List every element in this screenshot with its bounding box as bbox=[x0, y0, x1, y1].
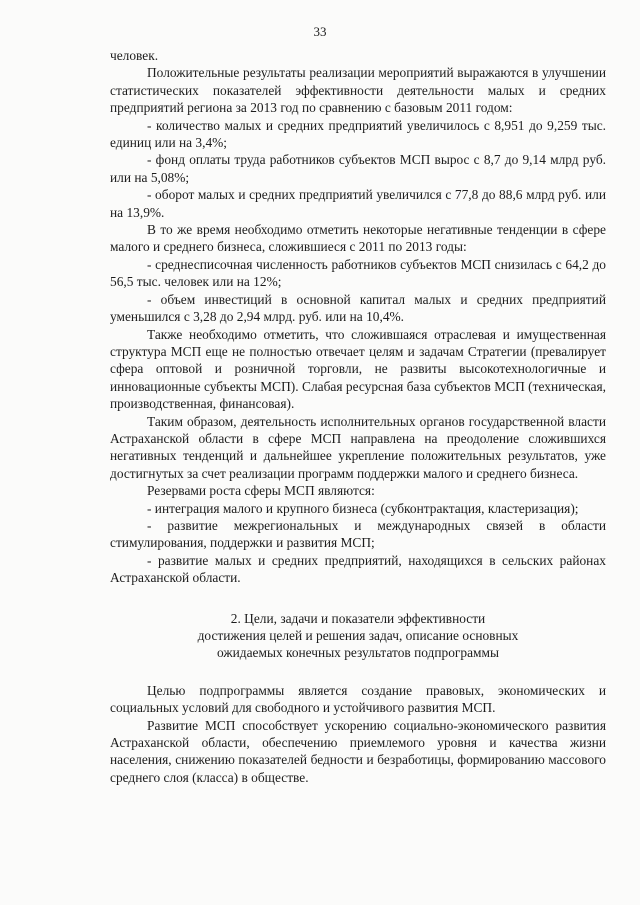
body-text-after-heading bbox=[110, 682, 606, 786]
paragraph: Развитие МСП способствует ускорению социально-экономического развития Астраханской области, обеспечению приемлемого уровня и качества жизни населения, снижению показателей бедности и безработицы, формированию массового среднего слоя (класса) в обществе. bbox=[110, 717, 606, 785]
list-item: - оборот малых и средних предприятий увеличился с 77,8 до 88,6 млрд руб. или на 13,9%. bbox=[110, 187, 606, 220]
section-heading-line: 2. Цели, задачи и показатели эффективности bbox=[230, 610, 486, 626]
paragraph: Также необходимо отметить, что сложившаяся отраслевая и имущественная структура МСП еще не полностью отвечает целям и задачам Стратегии (превалирует сфера оптовой и розничной торговли, не развиты высокотехнологичные и инновационные субъекты МСП). Слабая ресурсная база субъектов МСП (техническая, производственная, финансовая). bbox=[110, 326, 606, 412]
list-item: - развитие малых и средних предприятий, находящихся в сельских районах Астраханской области. bbox=[110, 552, 606, 586]
paragraph: человек. bbox=[110, 48, 159, 63]
page-content bbox=[110, 47, 606, 786]
section-heading bbox=[110, 610, 606, 662]
list-item: - фонд оплаты труда работников субъектов МСП вырос с 8,7 до 9,14 млрд руб. или на 5,08%; bbox=[110, 152, 606, 185]
section-heading-line: ожидаемых конечных результатов подпрограммы bbox=[217, 645, 499, 661]
section-heading-line: достижения целей и решения задач, описание основных bbox=[197, 628, 519, 643]
list-item: - развитие межрегиональных и международных связей в области стимулирования, поддержки и развития МСП; bbox=[110, 517, 606, 551]
list-item: - среднесписочная численность работников субъектов МСП снизилась с 64,2 до 56,5 тыс. человек или на 12%; bbox=[110, 256, 606, 290]
paragraph: Целью подпрограммы является создание правовых, экономических и социальных условий для свободного и устойчивого развития МСП. bbox=[110, 682, 606, 716]
list-item: - количество малых и средних предприятий увеличилось с 8,951 до 9,259 тыс. единиц или на 3,4%; bbox=[110, 117, 606, 151]
list-item: - объем инвестиций в основной капитал малых и средних предприятий уменьшился с 3,28 до 2,94 млрд. руб. или на 10,4%. bbox=[110, 291, 606, 325]
paragraph: Положительные результаты реализации мероприятий выражаются в улучшении статистических показателей эффективности деятельности малых и средних предприятий региона за 2013 год по сравнению с базовым 2011 годом: bbox=[110, 65, 606, 116]
paragraph: В то же время необходимо отметить некоторые негативные тенденции в сфере малого и среднего бизнеса, сложившиеся с 2011 по 2013 годы: bbox=[110, 222, 606, 255]
paragraph: Таким образом, деятельность исполнительных органов государственной власти Астраханской области в сфере МСП направлена на преодоление сложившихся негативных тенденций и дальнейшее укрепление положительных результатов, уже достигнутых за счет реализации программ поддержки малого и среднего бизнеса. bbox=[110, 413, 606, 481]
page-number: 33 bbox=[313, 24, 327, 39]
body-text-before-heading bbox=[110, 47, 606, 587]
paragraph: Резервами роста сферы МСП являются: bbox=[147, 483, 375, 499]
list-item: - интеграция малого и крупного бизнеса (субконтрактация, кластеризация); bbox=[147, 500, 579, 516]
